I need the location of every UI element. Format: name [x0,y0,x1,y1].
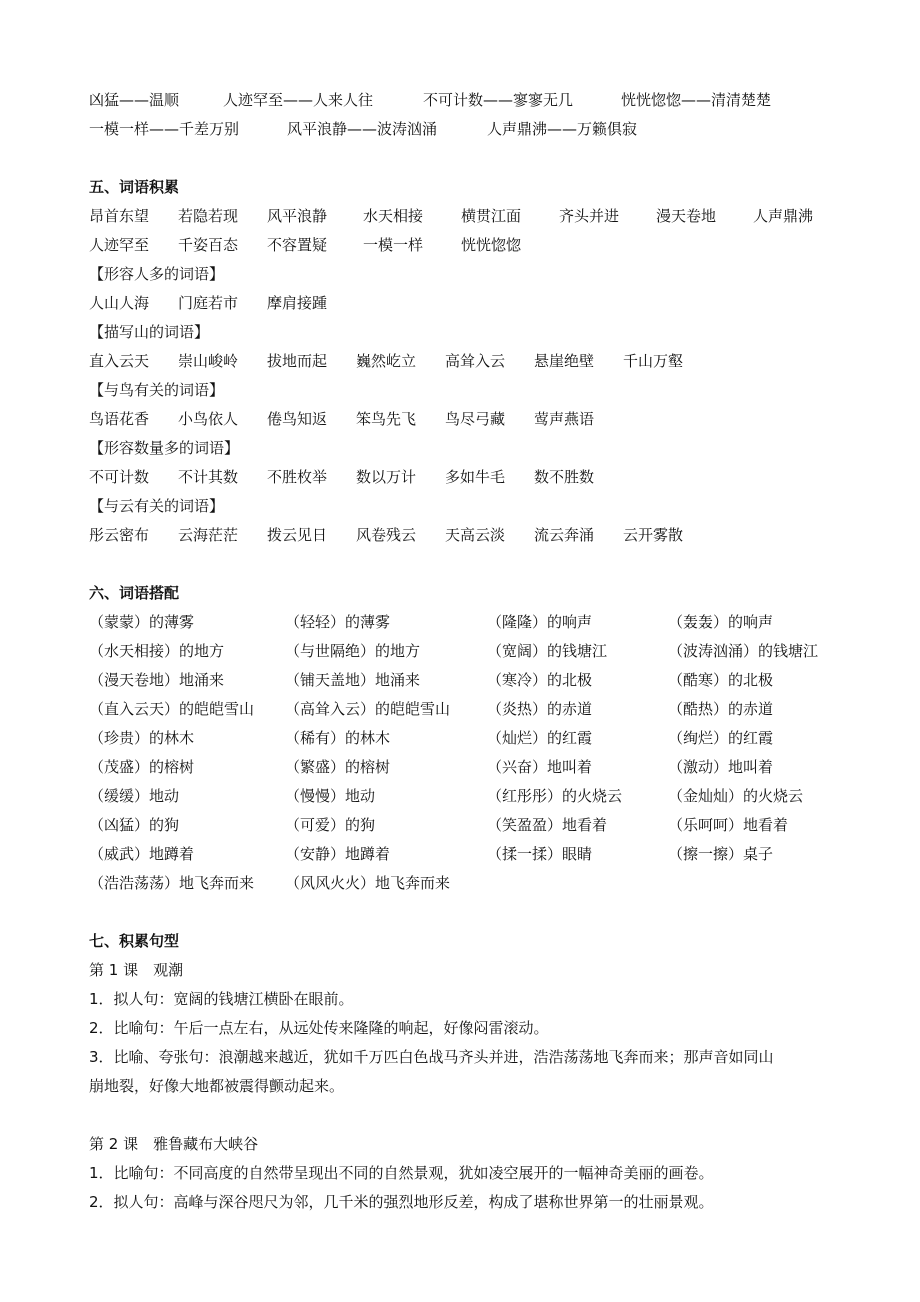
word-row [89,521,849,550]
word: 人山人海 [89,294,150,312]
word: 高耸入云 [445,352,506,370]
antonym-pair: 人迹罕至——人来人往 [223,91,374,109]
word: 数以万计 [356,468,417,486]
collocation: （擦一擦）桌子 [668,845,774,863]
collocation-row [89,811,849,840]
word: 摩肩接踵 [267,294,328,312]
collocation: （蒙蒙）的薄雾 [89,613,195,631]
word: 千姿百态 [178,236,239,254]
word: 拔地而起 [267,352,328,370]
collocation: （激动）地叫着 [668,758,774,776]
word: 若隐若现 [178,207,239,225]
collocation-row [89,608,849,637]
word: 人声鼎沸 [753,207,814,225]
word: 人迹罕至 [89,236,150,254]
collocation: （凶猛）的狗 [89,816,180,834]
collocation-row [89,840,849,869]
word: 小鸟依人 [178,410,239,428]
sentence-item: 2．拟人句：高峰与深谷咫尺为邻，几千米的强烈地形反差，构成了堪称世界第一的壮丽景观。 [89,1193,714,1211]
word-row [89,202,849,231]
sentence-item: 1．比喻句：不同高度的自然带呈现出不同的自然景观，犹如凌空展开的一幅神奇美丽的画卷。 [89,1164,714,1182]
collocation: （慢慢）地动 [285,787,376,805]
collocation: （揉一揉）眼睛 [487,845,593,863]
collocation: （兴奋）地叫着 [487,758,593,776]
collocation-row [89,869,849,898]
word: 不可计数 [89,468,150,486]
collocation: （铺天盖地）地涌来 [285,671,421,689]
collocation-row [89,666,849,695]
antonym-pair: 不可计数——寥寥无几 [423,91,574,109]
group-title: 【与鸟有关的词语】 [89,381,225,399]
word: 拨云见日 [267,526,328,544]
collocation: （安静）地蹲着 [285,845,391,863]
word: 漫天卷地 [656,207,717,225]
collocation: （红彤彤）的火烧云 [487,787,623,805]
collocation: （稀有）的林木 [285,729,391,747]
collocation: （缓缓）地动 [89,787,180,805]
section-heading: 七、积累句型 [89,932,180,950]
collocation: （高耸入云）的皑皑雪山 [285,700,451,718]
collocation: （轻轻）的薄雾 [285,613,391,631]
word: 崇山峻岭 [178,352,239,370]
word: 不胜枚举 [267,468,328,486]
group-title: 【与云有关的词语】 [89,497,225,515]
collocation: （宽阔）的钱塘江 [487,642,608,660]
word: 水天相接 [363,207,424,225]
collocation: （珍贵）的林木 [89,729,195,747]
collocation: （金灿灿）的火烧云 [668,787,804,805]
collocation: （威武）地蹲着 [89,845,195,863]
collocation-row [89,753,849,782]
collocation: （乐呵呵）地看着 [668,816,789,834]
collocation: （灿烂）的红霞 [487,729,593,747]
word-row [89,231,849,260]
word: 数不胜数 [534,468,595,486]
collocation: （繁盛）的榕树 [285,758,391,776]
collocation-row [89,637,849,666]
word: 不容置疑 [267,236,328,254]
word: 笨鸟先飞 [356,410,417,428]
word: 倦鸟知返 [267,410,328,428]
section-heading: 五、词语积累 [89,178,180,196]
word: 天高云淡 [445,526,506,544]
lesson-title: 第 1 课 观潮 [89,961,184,979]
word: 齐头并进 [559,207,620,225]
word: 横贯江面 [461,207,522,225]
collocation: （酷热）的赤道 [668,700,774,718]
word: 云开雾散 [623,526,684,544]
word: 悬崖绝壁 [534,352,595,370]
word: 莺声燕语 [534,410,595,428]
word: 门庭若市 [178,294,239,312]
word: 彤云密布 [89,526,150,544]
word: 不计其数 [178,468,239,486]
word-row [89,347,849,376]
antonym-pair: 人声鼎沸——万籁俱寂 [487,120,638,138]
collocation: （直入云天）的皑皑雪山 [89,700,255,718]
collocation: （寒冷）的北极 [487,671,593,689]
word: 巍然屹立 [356,352,417,370]
collocation: （绚烂）的红霞 [668,729,774,747]
collocation: （浩浩荡荡）地飞奔而来 [89,874,255,892]
group-title: 【描写山的词语】 [89,323,210,341]
collocation: （酷寒）的北极 [668,671,774,689]
collocation: （轰轰）的响声 [668,613,774,631]
sentence-item: 3．比喻、夸张句：浪潮越来越近，犹如千万匹白色战马齐头并进，浩浩荡荡地飞奔而来；那声音如同山 [89,1048,774,1066]
document-page [89,86,849,1217]
word: 千山万壑 [623,352,684,370]
collocation: （炎热）的赤道 [487,700,593,718]
collocation: （可爱）的狗 [285,816,376,834]
collocation: （风风火火）地飞奔而来 [285,874,451,892]
word: 一模一样 [363,236,424,254]
antonym-pair: 凶猛——温顺 [89,91,180,109]
antonym-row [89,115,849,144]
sentence-item: 崩地裂，好像大地都被震得颤动起来。 [89,1077,345,1095]
group-title: 【形容人多的词语】 [89,265,225,283]
word-row [89,405,849,434]
antonym-row [89,86,849,115]
collocation: （与世隔绝）的地方 [285,642,421,660]
word-row [89,463,849,492]
word: 鸟语花香 [89,410,150,428]
collocation-row [89,724,849,753]
sentence-item: 2．比喻句：午后一点左右，从远处传来隆隆的响起，好像闷雷滚动。 [89,1019,549,1037]
word: 流云奔涌 [534,526,595,544]
collocation-row [89,695,849,724]
section-heading: 六、词语搭配 [89,584,180,602]
word: 鸟尽弓藏 [445,410,506,428]
word: 多如牛毛 [445,468,506,486]
word: 昂首东望 [89,207,150,225]
word: 风卷残云 [356,526,417,544]
collocation: （隆隆）的响声 [487,613,593,631]
word: 云海茫茫 [178,526,239,544]
collocation: （茂盛）的榕树 [89,758,195,776]
word: 风平浪静 [267,207,328,225]
collocation: （漫天卷地）地涌来 [89,671,225,689]
collocation-row [89,782,849,811]
lesson-title: 第 2 课 雅鲁藏布大峡谷 [89,1135,259,1153]
word: 直入云天 [89,352,150,370]
sentence-item: 1．拟人句：宽阔的钱塘江横卧在眼前。 [89,990,354,1008]
word-row [89,289,849,318]
collocation: （笑盈盈）地看着 [487,816,608,834]
collocation: （水天相接）的地方 [89,642,225,660]
antonym-pair: 风平浪静——波涛汹涌 [287,120,438,138]
antonym-pair: 恍恍惚惚——清清楚楚 [621,91,772,109]
collocation: （波涛汹涌）的钱塘江 [668,642,819,660]
group-title: 【形容数量多的词语】 [89,439,240,457]
word: 恍恍惚惚 [461,236,522,254]
antonym-pair: 一模一样——千差万别 [89,120,240,138]
